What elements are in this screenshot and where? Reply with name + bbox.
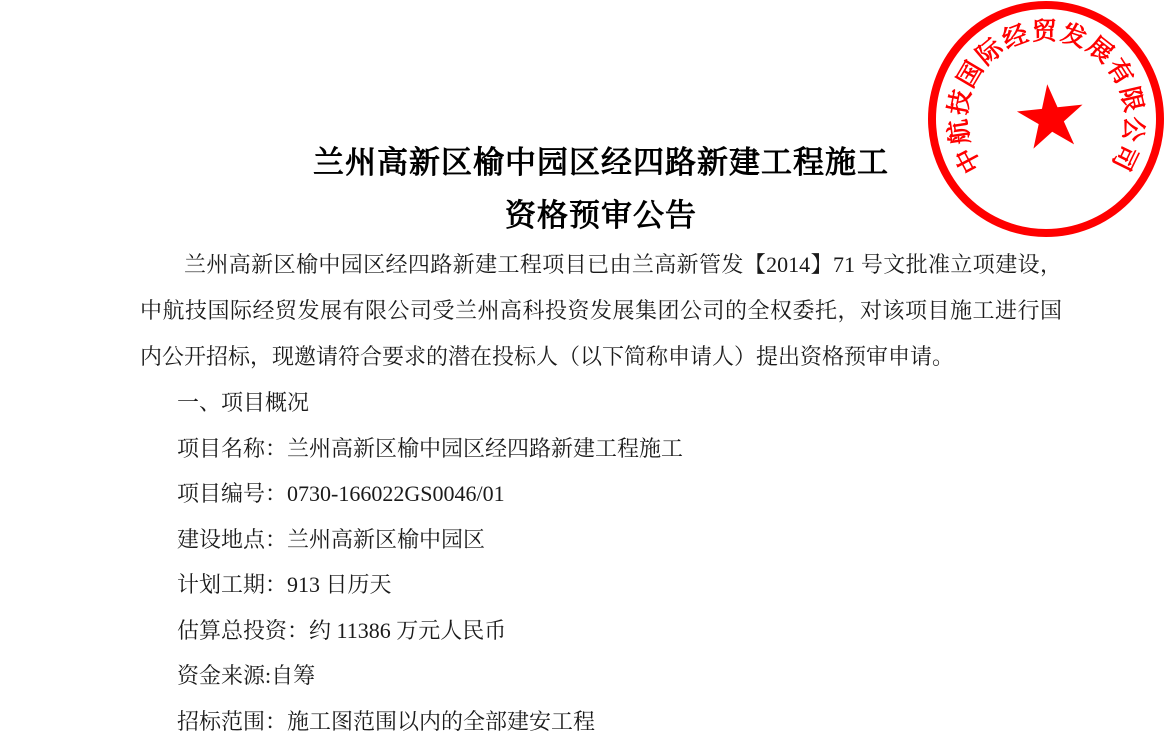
document-content xyxy=(140,136,1062,733)
overview-item xyxy=(140,426,1062,472)
overview-item xyxy=(140,471,1062,517)
project-overview-list xyxy=(140,426,1062,733)
seal-char: 贸 xyxy=(1031,17,1058,46)
overview-item-value: 0730-166022GS0046/01 xyxy=(287,481,505,506)
overview-item-label: 建设地点 xyxy=(177,526,266,552)
overview-item-value: 约 11386 万元人民币 xyxy=(309,617,507,643)
overview-item xyxy=(140,608,1062,654)
overview-item xyxy=(140,517,1062,563)
seal-char: 发 xyxy=(1057,18,1091,54)
seal-char: 国 xyxy=(952,56,990,93)
section-heading-project-overview: 一、项目概况 xyxy=(177,390,310,415)
company-seal xyxy=(928,1,1164,237)
overview-item-separator: ： xyxy=(265,572,288,597)
seal-char: 技 xyxy=(943,87,977,118)
overview-item-separator: ： xyxy=(265,708,288,733)
overview-item-label: 资金来源 xyxy=(177,663,266,688)
seal-char: 经 xyxy=(998,19,1032,55)
overview-item-label: 项目编号 xyxy=(177,481,266,506)
seal-char: 限 xyxy=(1114,83,1148,115)
intro-paragraph: 兰州高新区榆中园区经四路新建工程项目已由兰高新管发【2014】71 号文批准立项建设，中航技国际经贸发展有限公司受兰州高科投资发展集团公司的全权委托，对该项目施工进行国内公开招标，现邀请符合要求的潜在投标人（以下简称申请人）提出资格预审申请。 xyxy=(140,252,1062,369)
title-line-1: 兰州高新区榆中园区经四路新建工程施工 xyxy=(313,145,889,180)
overview-item-separator: ： xyxy=(265,526,288,552)
overview-item-label: 估算总投资 xyxy=(177,617,288,643)
star-icon: ★ xyxy=(1007,63,1095,172)
seal-char: 公 xyxy=(1117,114,1149,143)
seal-char: 司 xyxy=(1106,139,1143,175)
overview-item-value: 兰州高新区榆中园区经四路新建工程施工 xyxy=(287,435,684,461)
overview-item xyxy=(140,653,1062,699)
title-line-2: 资格预审公告 xyxy=(505,198,697,233)
overview-item-label: 招标范围 xyxy=(177,708,266,733)
seal-char: 际 xyxy=(971,33,1009,71)
overview-item-label: 计划工期 xyxy=(177,572,266,597)
seal-char: 航 xyxy=(943,117,976,147)
overview-item-value: 兰州高新区榆中园区 xyxy=(287,526,486,552)
overview-item xyxy=(140,699,1062,733)
overview-item-separator: ： xyxy=(287,617,310,643)
overview-item xyxy=(140,562,1062,608)
seal-char: 展 xyxy=(1081,31,1119,69)
overview-item-value: 自筹 xyxy=(271,663,316,688)
document-title xyxy=(140,136,1062,242)
overview-item-label: 项目名称 xyxy=(177,435,266,461)
overview-item-value: 913 日历天 xyxy=(287,572,392,597)
seal-char: 中 xyxy=(950,142,987,178)
seal-char: 有 xyxy=(1101,53,1139,91)
overview-item-value: 施工图范围以内的全部建安工程 xyxy=(287,708,596,733)
overview-item-separator: ： xyxy=(265,481,288,506)
overview-item-separator: ： xyxy=(265,435,288,461)
seal-company-name xyxy=(928,1,1164,237)
overview-item-separator: : xyxy=(265,663,272,688)
